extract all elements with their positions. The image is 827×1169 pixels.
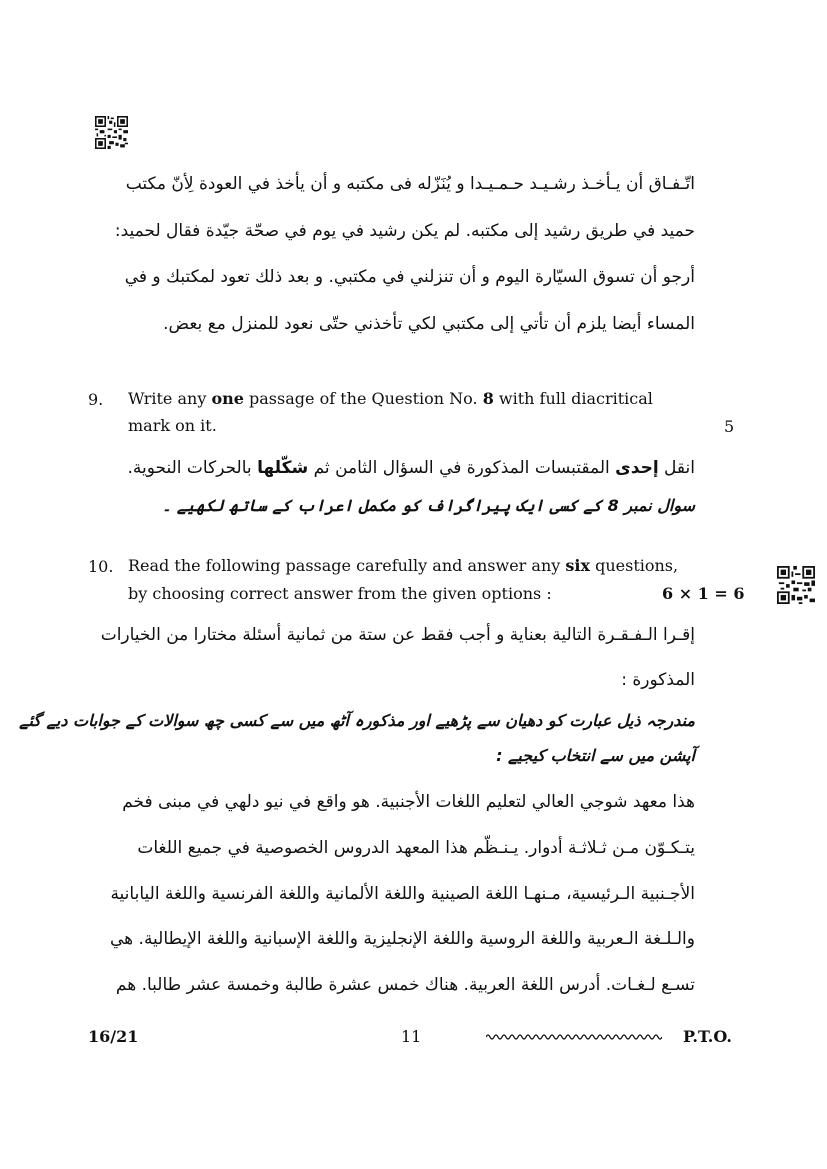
qr-code-icon (95, 116, 128, 149)
pto-label: P.T.O. (683, 1027, 732, 1046)
question-10-urdu-instruction-1: مندرجہ ذیل عبارت کو دھیان سے پڑھیے اور مذکورہ آٹھ میں سے کسی چھ سوالات کے جوابات دیے گئے (19, 711, 695, 730)
qr-code-side-icon (777, 566, 815, 604)
question-10-text-line-2: by choosing correct answer from the given options : (128, 584, 552, 603)
question-10-marks: 6 × 1 = 6 (662, 584, 745, 603)
question-10-text-line-1: Read the following passage carefully and answer any six questions, (128, 556, 679, 575)
wavy-line-decoration (486, 1032, 662, 1042)
question-10-urdu-instruction-2: آپشن میں سے انتخاب کیجیے : (496, 746, 695, 765)
arabic-passage-line-3: أرجو أن تسوق السيّارة اليوم و أن تنزلني في مكتبي. و بعد ذلك تعود لمكتبك و في (124, 267, 695, 287)
question-10-passage-line-1: هذا معهد شوجي العالي لتعليم اللغات الأجنبية. هو واقع في نيو دلهي في مبنى فخم (122, 792, 695, 812)
question-10-passage-line-4: والـلـغة الـعربية واللغة الروسية واللغة الإنجليزية واللغة الإسبانية واللغة الإيطالية. هي (110, 929, 695, 949)
question-9-urdu: سوال نمبر 8 کے کسی ایک پیراگراف کو مکمل اعراب کے ساتھ لکھیے ۔ (161, 496, 695, 515)
paper-code: 16/21 (88, 1027, 139, 1046)
arabic-passage-line-1: اتّـفـاق أن يـأخـذ رشـيـد حـمـيـدا و يُنَزّله فى مكتبه و أن يأخذ في العودة لِأنّ مكتب (125, 174, 695, 194)
question-10-passage-line-2: يتـكـوّن مـن ثـلاثـة أدوار. يـنـظّم هذا المعهد الدروس الخصوصية في جميع اللغات (137, 838, 695, 858)
question-9-number: 9. (88, 390, 104, 409)
question-10-arabic-instruction-2: المذكورة : (621, 670, 695, 690)
question-9-marks: 5 (724, 417, 735, 436)
question-10-number: 10. (88, 557, 114, 576)
page-number: 11 (401, 1027, 422, 1046)
question-10-passage-line-5: تسـع لـغـات. أدرس اللغة العربية. هناك خمس عشرة طالبة وخمسة عشر طالبا. هم (115, 975, 695, 995)
question-10-passage-line-3: الأجـنبية الـرئيسية، مـنهـا اللغة الصينية واللغة الألمانية واللغة الفرنسية واللغة اليابانية (110, 884, 695, 904)
question-9-arabic: انقل إحدى المقتبسات المذكورة في السؤال الثامن ثم شكّلها بالحركات النحوية. (127, 458, 695, 478)
arabic-passage-line-2: حميد في طريق رشيد إلى مكتبه. لم يكن رشيد في يوم في صحّة جيّدة فقال لحميد: (114, 221, 695, 241)
question-9-text-line-1: Write any one passage of the Question No. 8 with full diacritical (128, 389, 653, 408)
arabic-passage-line-4: المساء أيضا يلزم أن تأتي إلى مكتبي لكي تأخذني حتّى نعود للمنزل مع بعض. (163, 314, 695, 334)
question-9-text-line-2: mark on it. (128, 416, 217, 435)
question-10-arabic-instruction-1: إقـرا الـفـقـرة التالية بعناية و أجب فقط عن ستة من ثمانية أسئلة مختارا من الخيارات (100, 625, 695, 645)
